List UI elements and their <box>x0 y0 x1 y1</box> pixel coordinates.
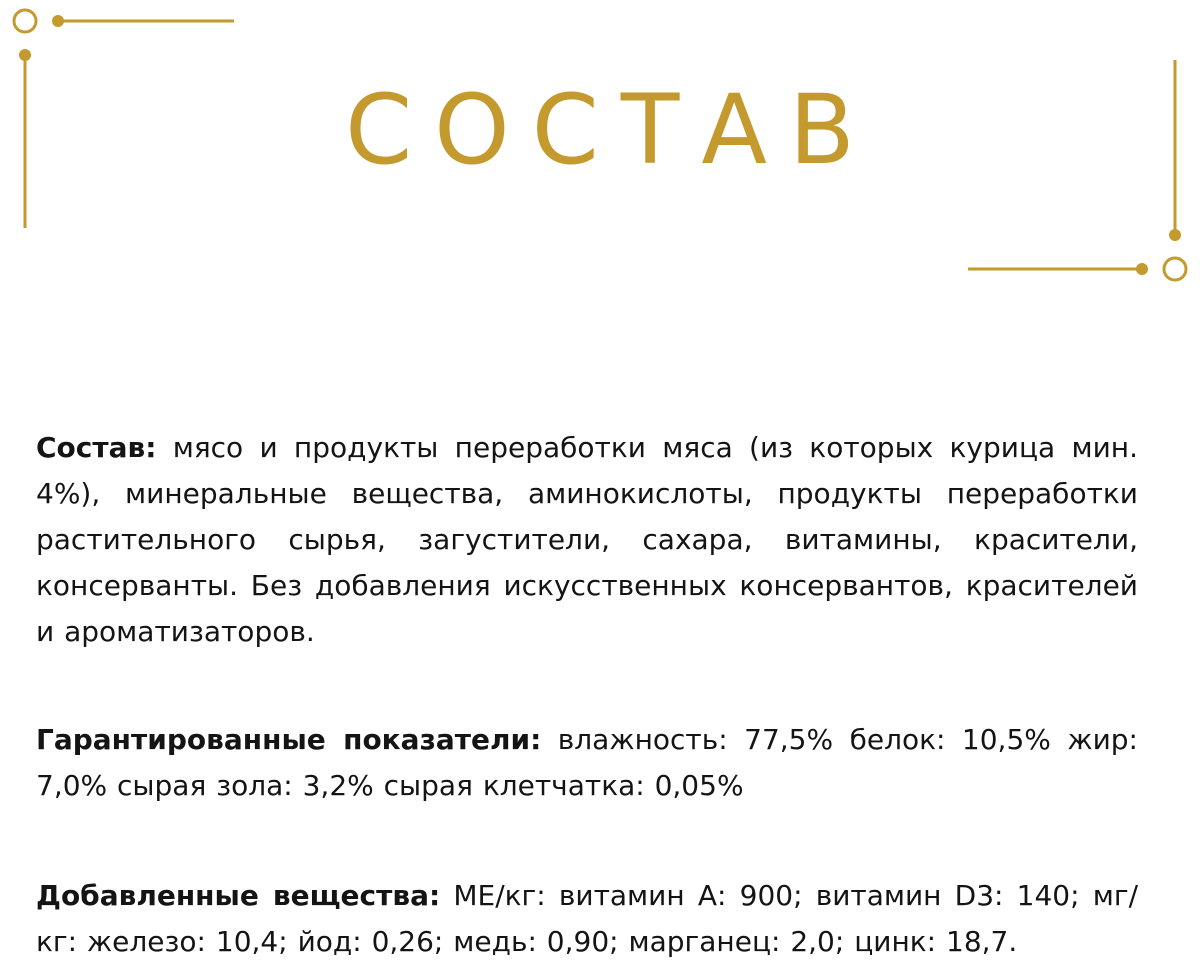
indicators-text: влажность: 77,5% белок: 10,5% жир: 7,0% сырая зола: 3,2% сырая клетчатка: 0,05% <box>36 723 1138 802</box>
page-title: СОСТАВ <box>345 74 877 186</box>
dot-ornament-top-left-v <box>19 49 31 61</box>
additives-text: МЕ/кг: витамин А: 900; витамин D3: 140; мг/кг: железо: 10,4; йод: 0,26; медь: 0,90; марганец: 2,0; цинк: 18,7. <box>36 879 1139 958</box>
ring-ornament-top-left <box>14 10 36 32</box>
indicators-paragraph <box>36 717 1138 809</box>
indicators-label: Гарантированные показатели: <box>36 723 542 756</box>
composition-content <box>36 425 1138 965</box>
composition-label: Состав: <box>36 431 157 464</box>
dot-ornament-bottom-right-v <box>1169 229 1181 241</box>
composition-text: мясо и продукты переработки мяса (из которых курица мин. 4%), минеральные вещества, аминокислоты, продукты переработки растительного сырья, загустители, сахара, витамины, красители, консерванты. Без добавления искусственных консервантов, красителей и ароматизаторов. <box>36 431 1138 648</box>
composition-paragraph <box>36 425 1138 655</box>
ring-ornament-bottom-right <box>1164 258 1186 280</box>
additives-paragraph <box>36 873 1138 965</box>
additives-label: Добавленные вещества: <box>36 879 441 912</box>
